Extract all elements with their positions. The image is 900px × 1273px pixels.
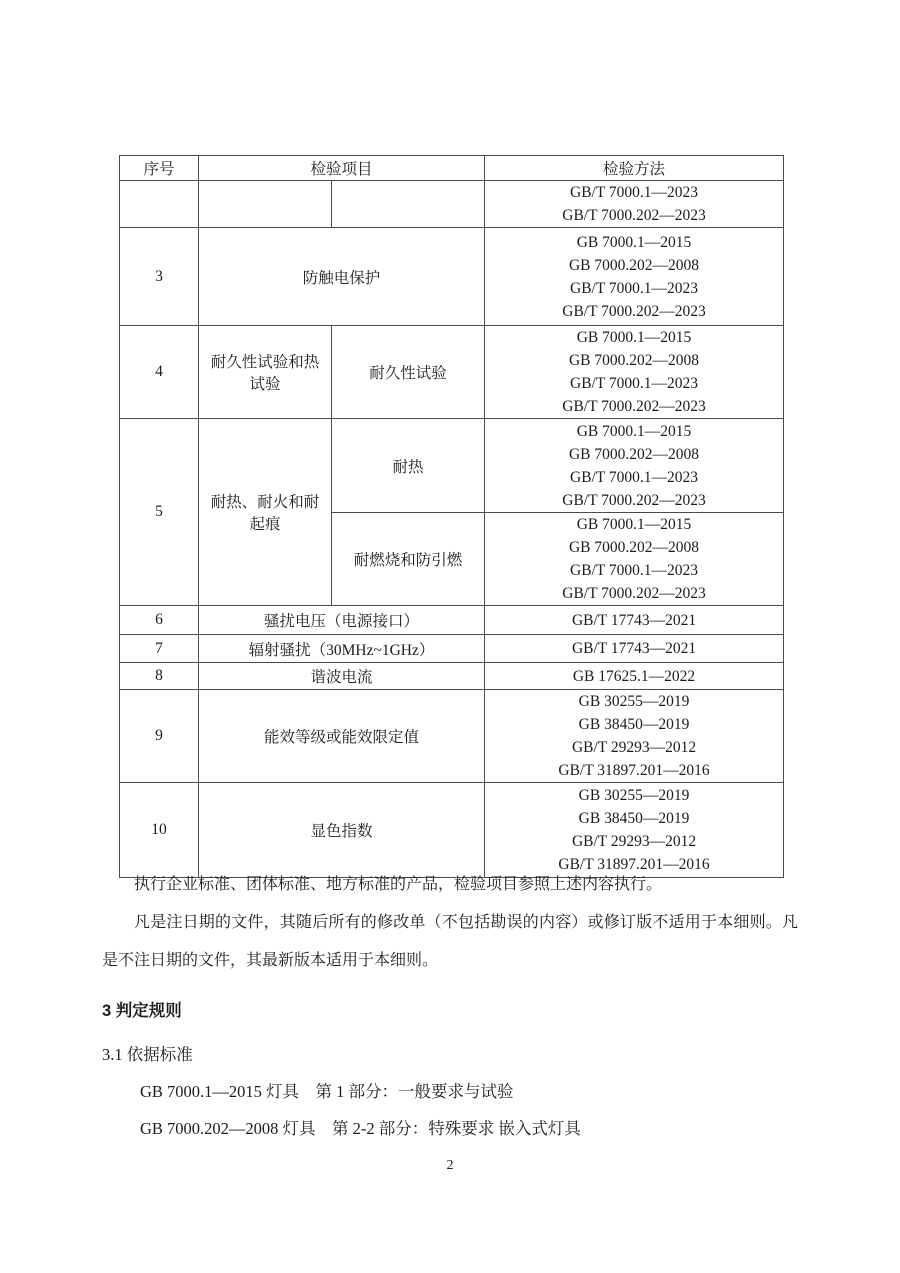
method-line: GB/T 7000.1—2023 — [570, 279, 699, 297]
cell-item: 谐波电流 — [199, 663, 485, 690]
method-line: GB 7000.1—2015 — [576, 329, 692, 346]
method-line: GB 17625.1—2022 — [572, 667, 696, 685]
table-row-9 — [120, 690, 784, 783]
cell-item: 耐久性试验和热试验 — [199, 326, 332, 419]
method-line: GB 30255—2019 — [578, 787, 690, 804]
cell-method — [485, 326, 784, 419]
cell-subitem-empty — [332, 181, 485, 228]
inspection-table-wrap — [119, 155, 784, 878]
cell-item: 能效等级或能效限定值 — [199, 690, 485, 783]
method-line: GB 7000.202—2008 — [568, 352, 700, 369]
method-line: GB 7000.202—2008 — [568, 445, 700, 463]
method-line: GB/T 31897.201—2016 — [558, 762, 710, 779]
cell-method — [485, 663, 784, 690]
cell-method — [485, 606, 784, 635]
method-line: GB 7000.1—2015 — [576, 422, 692, 440]
method-line: GB 30255—2019 — [578, 693, 690, 710]
header-item: 检验项目 — [199, 156, 485, 181]
table-row-8 — [120, 663, 784, 690]
cell-subitem: 耐热 — [332, 419, 485, 513]
subsection-heading-reference-standards: 3.1 依据标准 — [102, 1045, 193, 1064]
header-method: 检验方法 — [485, 156, 784, 181]
body-text — [0, 866, 900, 1142]
section-heading-judgment-rules: 3 判定规则 — [102, 1002, 182, 1020]
cell-seq: 10 — [120, 783, 199, 878]
table-row-10 — [120, 783, 784, 878]
table-row-3 — [120, 228, 784, 326]
cell-seq: 3 — [120, 228, 199, 326]
table-row-5a — [120, 419, 784, 513]
cell-method — [485, 181, 784, 228]
cell-seq-empty — [120, 181, 199, 228]
method-line: GB/T 29293—2012 — [571, 833, 697, 850]
paragraph-execution-note: 执行企业标准、团体标准、地方标准的产品，检验项目参照上述内容执行。 — [134, 876, 663, 893]
page-number: 2 — [446, 1158, 454, 1173]
method-line: GB/T 7000.1—2023 — [570, 468, 699, 486]
method-line: GB/T 7000.202—2023 — [562, 585, 706, 602]
method-line: GB/T 7000.1—2023 — [570, 375, 699, 392]
method-line: GB/T 17743—2021 — [571, 640, 697, 657]
method-line: GB 7000.202—2008 — [568, 539, 700, 556]
cell-seq: 6 — [120, 606, 199, 635]
table-row-7 — [120, 635, 784, 663]
cell-seq: 8 — [120, 663, 199, 690]
table-row-6 — [120, 606, 784, 635]
method-line: GB/T 29293—2012 — [571, 739, 697, 756]
method-line: GB 38450—2019 — [578, 810, 690, 827]
header-seq: 序号 — [120, 156, 199, 181]
method-line: GB/T 7000.202—2023 — [562, 207, 706, 224]
method-line: GB/T 7000.1—2023 — [570, 562, 699, 579]
table-row-partial — [120, 181, 784, 228]
method-line: GB/T 7000.202—2023 — [562, 302, 706, 320]
method-line: GB 7000.202—2008 — [568, 256, 700, 274]
cell-seq: 7 — [120, 635, 199, 663]
cell-seq: 9 — [120, 690, 199, 783]
method-line: GB/T 31897.201—2016 — [558, 856, 710, 873]
cell-method — [485, 635, 784, 663]
method-line: GB 7000.1—2015 — [576, 516, 692, 533]
cell-item: 耐热、耐火和耐起痕 — [199, 419, 332, 606]
cell-method — [485, 783, 784, 878]
cell-item: 骚扰电压（电源接口） — [199, 606, 485, 635]
cell-item: 辐射骚扰（30MHz~1GHz） — [199, 635, 485, 663]
cell-method — [485, 419, 784, 513]
cell-item-empty — [199, 181, 332, 228]
method-line: GB/T 7000.202—2023 — [562, 491, 706, 509]
cell-seq: 4 — [120, 326, 199, 419]
standard-line-gb7000-202: GB 7000.202—2008 灯具 第 2-2 部分：特殊要求 嵌入式灯具 — [140, 1119, 581, 1138]
method-line: GB/T 7000.1—2023 — [570, 184, 699, 201]
cell-method — [485, 513, 784, 606]
cell-seq: 5 — [120, 419, 199, 606]
table-row-4 — [120, 326, 784, 419]
cell-method — [485, 690, 784, 783]
cell-item: 防触电保护 — [199, 228, 485, 326]
cell-subitem: 耐燃烧和防引燃 — [332, 513, 485, 606]
method-line: GB/T 7000.202—2023 — [562, 398, 706, 415]
cell-method — [485, 228, 784, 326]
method-line: GB/T 17743—2021 — [571, 611, 697, 629]
method-line: GB 7000.1—2015 — [576, 233, 692, 251]
paragraph-dated-documents-note: 凡是注日期的文件，其随后所有的修改单（不包括勘误的内容）或修订版不适用于本细则。凡是不注日期的文件，其最新版本适用于本细则。 — [102, 914, 798, 969]
inspection-table — [119, 155, 784, 878]
table-header-row — [120, 156, 784, 181]
standard-line-gb7000-1: GB 7000.1—2015 灯具 第 1 部分：一般要求与试验 — [140, 1082, 514, 1101]
cell-subitem: 耐久性试验 — [332, 326, 485, 419]
method-line: GB 38450—2019 — [578, 716, 690, 733]
cell-item: 显色指数 — [199, 783, 485, 878]
